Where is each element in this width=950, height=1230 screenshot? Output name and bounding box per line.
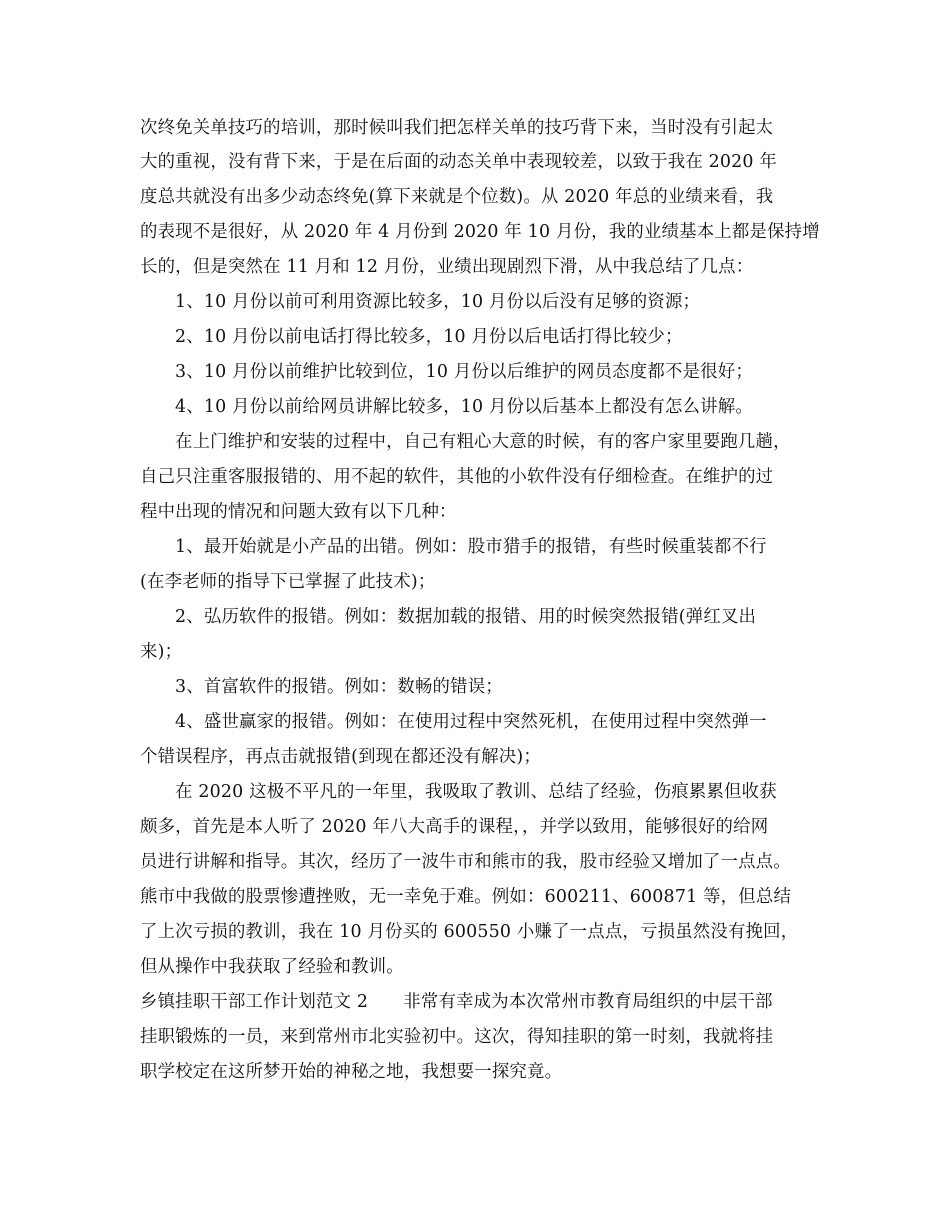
text-line: 次终免关单技巧的培训，那时候叫我们把怎样关单的技巧背下来，当时没有引起太	[140, 118, 774, 138]
text-line: 大的重视，没有背下来，于是在后面的动态关单中表现较差，以致于我在 2020 年	[140, 152, 778, 172]
list-item: 2、10 月份以前电话打得比较多，10 月份以后电话打得比较少；	[175, 327, 683, 347]
text-line: 度总共就没有出多少动态终免(算下来就是个位数)。从 2020 年总的业绩来看，我	[140, 187, 774, 207]
list-item: 2、弘历软件的报错。例如：数据加载的报错、用的时候突然报错(弹红叉出	[175, 607, 757, 627]
paragraph-start: 在上门维护和安装的过程中，自己有粗心大意的时候，有的客户家里要跑几趟，	[175, 432, 791, 452]
text-line: 的表现不是很好，从 2020 年 4 月份到 2020 年 10 月份，我的业绩基本上都是保持增	[140, 222, 820, 242]
text-line: 自己只注重客服报错的、用不起的软件，其他的小软件没有仔细检查。在维护的过	[140, 467, 774, 487]
text-line: 挂职锻炼的一员，来到常州市北实验初中。这次，得知挂职的第一时刻，我就将挂	[140, 1027, 774, 1047]
section-heading-line: 乡镇挂职干部工作计划范文 2 非常有幸成为本次常州市教育局组织的中层干部	[140, 992, 773, 1012]
text-line: 颇多，首先是本人听了 2020 年八大高手的课程，，并学以致用，能够很好的给网	[140, 817, 769, 837]
text-line: 但从操作中我获取了经验和教训。	[140, 957, 404, 977]
list-item: 3、10 月份以前维护比较到位，10 月份以后维护的网员态度都不是很好；	[175, 362, 753, 382]
text-line: 来)；	[140, 642, 183, 662]
list-item: 1、最开始就是小产品的出错。例如：股市猎手的报错，有些时候重装都不行	[175, 537, 767, 557]
text-line: 员进行讲解和指导。其次，经历了一波牛市和熊市的我，股市经验又增加了一点点。	[140, 852, 791, 872]
paragraph-start: 在 2020 这极不平凡的一年里，我吸取了教训、总结了经验，伤痕累累但收获	[175, 782, 777, 802]
list-item: 4、10 月份以前给网员讲解比较多，10 月份以后基本上都没有怎么讲解。	[175, 397, 753, 417]
text-line: 熊市中我做的股票惨遭挫败，无一幸免于难。例如：600211、600871 等，但总结	[140, 887, 792, 907]
list-item: 3、首富软件的报错。例如：数畅的错误；	[175, 677, 503, 697]
text-line: 职学校定在这所梦开始的神秘之地，我想要一探究竟。	[140, 1062, 563, 1082]
text-line: 个错误程序，再点击就报错(到现在都还没有解决)；	[140, 747, 541, 767]
text-line: 了上次亏损的教训，我在 10 月份买的 600550 小赚了一点点，亏损虽然没有挽回，	[140, 922, 799, 942]
list-item: 4、盛世赢家的报错。例如：在使用过程中突然死机，在使用过程中突然弹一	[175, 712, 767, 732]
text-line: (在李老师的指导下已掌握了此技术)；	[140, 572, 436, 592]
text-line: 长的，但是突然在 11 月和 12 月份，业绩出现剧烈下滑，从中我总结了几点：	[140, 257, 754, 277]
list-item: 1、10 月份以前可利用资源比较多，10 月份以后没有足够的资源；	[175, 292, 701, 312]
text-line: 程中出现的情况和问题大致有以下几种：	[140, 502, 457, 522]
